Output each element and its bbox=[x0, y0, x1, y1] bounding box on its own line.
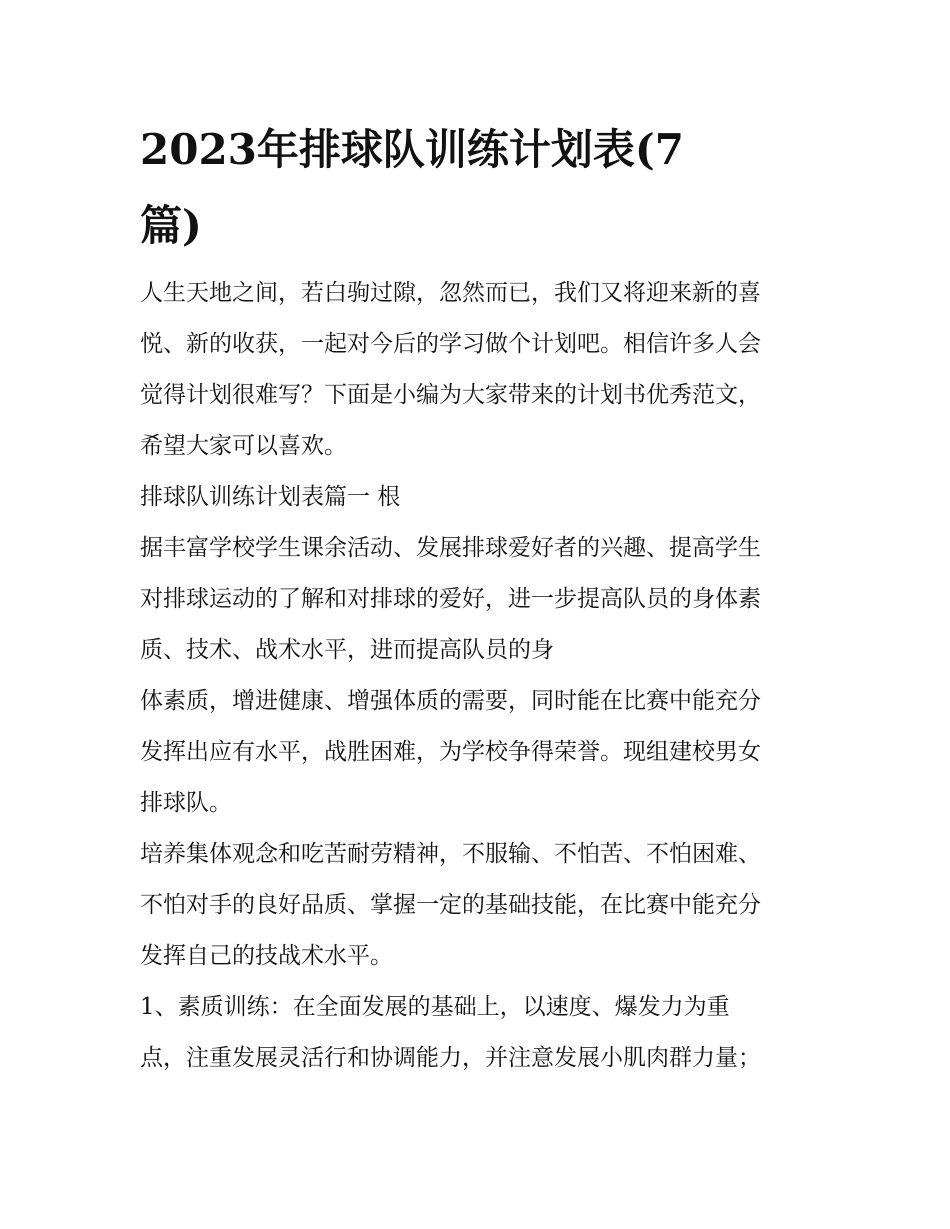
body-paragraph bbox=[140, 982, 820, 1084]
title-line: 篇) bbox=[140, 201, 202, 250]
text-line: 希望大家可以喜欢。 bbox=[140, 433, 347, 459]
text-line: 1、素质训练：在全面发展的基础上，以速度、爆发力为重 bbox=[140, 994, 730, 1020]
body-paragraph bbox=[140, 829, 820, 982]
text-line: 培养集体观念和吃苦耐劳精神，不服输、不怕苦、不怕困难、 bbox=[140, 841, 761, 867]
text-line: 对排球运动的了解和对排球的爱好，进一步提高队员的身体素 bbox=[140, 586, 761, 612]
text-line: 体素质，增进健康、增强体质的需要，同时能在比赛中能充分 bbox=[140, 688, 761, 714]
text-line: 排球队。 bbox=[140, 790, 232, 816]
text-line: 质、技术、战术水平，进而提高队员的身 bbox=[140, 637, 554, 663]
section-heading bbox=[140, 472, 820, 523]
text-line: 点，注重发展灵活行和协调能力，并注意发展小肌肉群力量； bbox=[140, 1045, 761, 1071]
document-body bbox=[140, 112, 820, 1084]
intro-paragraph bbox=[140, 268, 820, 472]
text-line: 发挥出应有水平，战胜困难，为学校争得荣誉。现组建校男女 bbox=[140, 739, 761, 765]
text-line: 人生天地之间，若白驹过隙，忽然而已，我们又将迎来新的喜 bbox=[140, 280, 761, 306]
body-paragraph bbox=[140, 523, 820, 676]
body-paragraph bbox=[140, 676, 820, 829]
text-line: 悦、新的收获，一起对今后的学习做个计划吧。相信许多人会 bbox=[140, 331, 761, 357]
text-line: 排球队训练计划表篇一 根 bbox=[140, 484, 401, 510]
title-line: 2023年排球队训练计划表(7 bbox=[140, 125, 684, 174]
document-title bbox=[140, 112, 820, 264]
text-line: 不怕对手的良好品质、掌握一定的基础技能，在比赛中能充分 bbox=[140, 892, 761, 918]
text-line: 觉得计划很难写？下面是小编为大家带来的计划书优秀范文， bbox=[140, 382, 761, 408]
text-line: 据丰富学校学生课余活动、发展排球爱好者的兴趣、提高学生 bbox=[140, 535, 761, 561]
text-line: 发挥自己的技战术水平。 bbox=[140, 943, 393, 969]
